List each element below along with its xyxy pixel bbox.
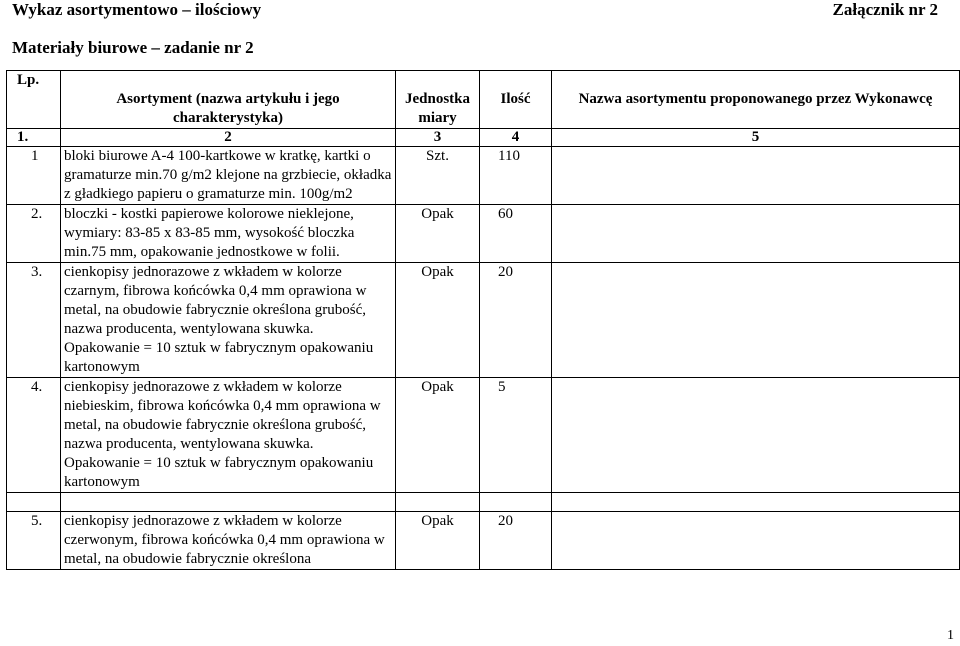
row-lp: 5. xyxy=(7,512,61,570)
row-quantity: 20 xyxy=(480,263,552,378)
table-row xyxy=(7,263,960,378)
row-lp: 4. xyxy=(7,378,61,493)
row-description: cienkopisy jednorazowe z wkładem w kolorze czarnym, fibrowa końcówka 0,4 mm oprawiona w metal, na obudowie fabrycznie określona grubość, nazwa producenta, wentylowana skuwka. Opakowanie = 10 sztuk w fabrycznym opakowaniu kartonowym xyxy=(61,263,396,378)
col-number: 2 xyxy=(61,129,396,147)
table-row xyxy=(7,147,960,205)
table-row xyxy=(7,512,960,570)
row-unit: Szt. xyxy=(396,147,480,205)
row-proposed xyxy=(552,378,960,493)
row-proposed xyxy=(552,512,960,570)
row-quantity: 5 xyxy=(480,378,552,493)
row-description: cienkopisy jednorazowe z wkładem w kolorze niebieskim, fibrowa końcówka 0,4 mm oprawiona w metal, na obudowie fabrycznie określona grubość, nazwa producenta, wentylowana skuwka. Opakowanie = 10 sztuk w fabrycznym opakowaniu kartonowym xyxy=(61,378,396,493)
row-unit: Opak xyxy=(396,263,480,378)
row-quantity: 20 xyxy=(480,512,552,570)
document-title: Wykaz asortymentowo – ilościowy xyxy=(12,0,262,19)
annex-label: Załącznik nr 2 xyxy=(832,0,938,19)
col-number: 4 xyxy=(480,129,552,147)
row-quantity: 110 xyxy=(480,147,552,205)
row-lp: 2. xyxy=(7,205,61,263)
table-spacer-row xyxy=(7,493,960,512)
col-number: 3 xyxy=(396,129,480,147)
row-quantity: 60 xyxy=(480,205,552,263)
table-header-row xyxy=(7,71,960,129)
page-number: 1 xyxy=(947,628,954,643)
row-unit: Opak xyxy=(396,512,480,570)
row-unit: Opak xyxy=(396,205,480,263)
row-unit: Opak xyxy=(396,378,480,493)
column-numbers-row xyxy=(7,129,960,147)
col-number: 5 xyxy=(552,129,960,147)
row-proposed xyxy=(552,263,960,378)
row-description: bloki biurowe A-4 100-kartkowe w kratkę, kartki o gramaturze min.70 g/m2 klejone na grzbiecie, okładka z gładkiego papieru o gramaturze min. 100g/m2 xyxy=(61,147,396,205)
row-description: cienkopisy jednorazowe z wkładem w kolorze czerwonym, fibrowa końcówka 0,4 mm oprawiona w metal, na obudowie fabrycznie określona xyxy=(61,512,396,570)
assortment-table xyxy=(6,70,960,570)
col-header-assortment: Asortyment (nazwa artykułu i jego charakterystyka) xyxy=(61,71,396,129)
col-header-proposed: Nazwa asortymentu proponowanego przez Wykonawcę xyxy=(552,71,960,129)
col-header-lp: Lp. xyxy=(7,71,61,129)
document-subtitle: Materiały biurowe – zadanie nr 2 xyxy=(12,38,254,57)
col-header-unit: Jednostka miary xyxy=(396,71,480,129)
table-row xyxy=(7,205,960,263)
col-header-quantity: Ilość xyxy=(480,71,552,129)
row-proposed xyxy=(552,147,960,205)
table-row xyxy=(7,378,960,493)
row-lp: 1 xyxy=(7,147,61,205)
row-description: bloczki - kostki papierowe kolorowe nieklejone, wymiary: 83-85 x 83-85 mm, wysokość bloczka min.75 mm, opakowanie jednostkowe w folii. xyxy=(61,205,396,263)
row-proposed xyxy=(552,205,960,263)
row-lp: 3. xyxy=(7,263,61,378)
col-number: 1. xyxy=(7,129,61,147)
